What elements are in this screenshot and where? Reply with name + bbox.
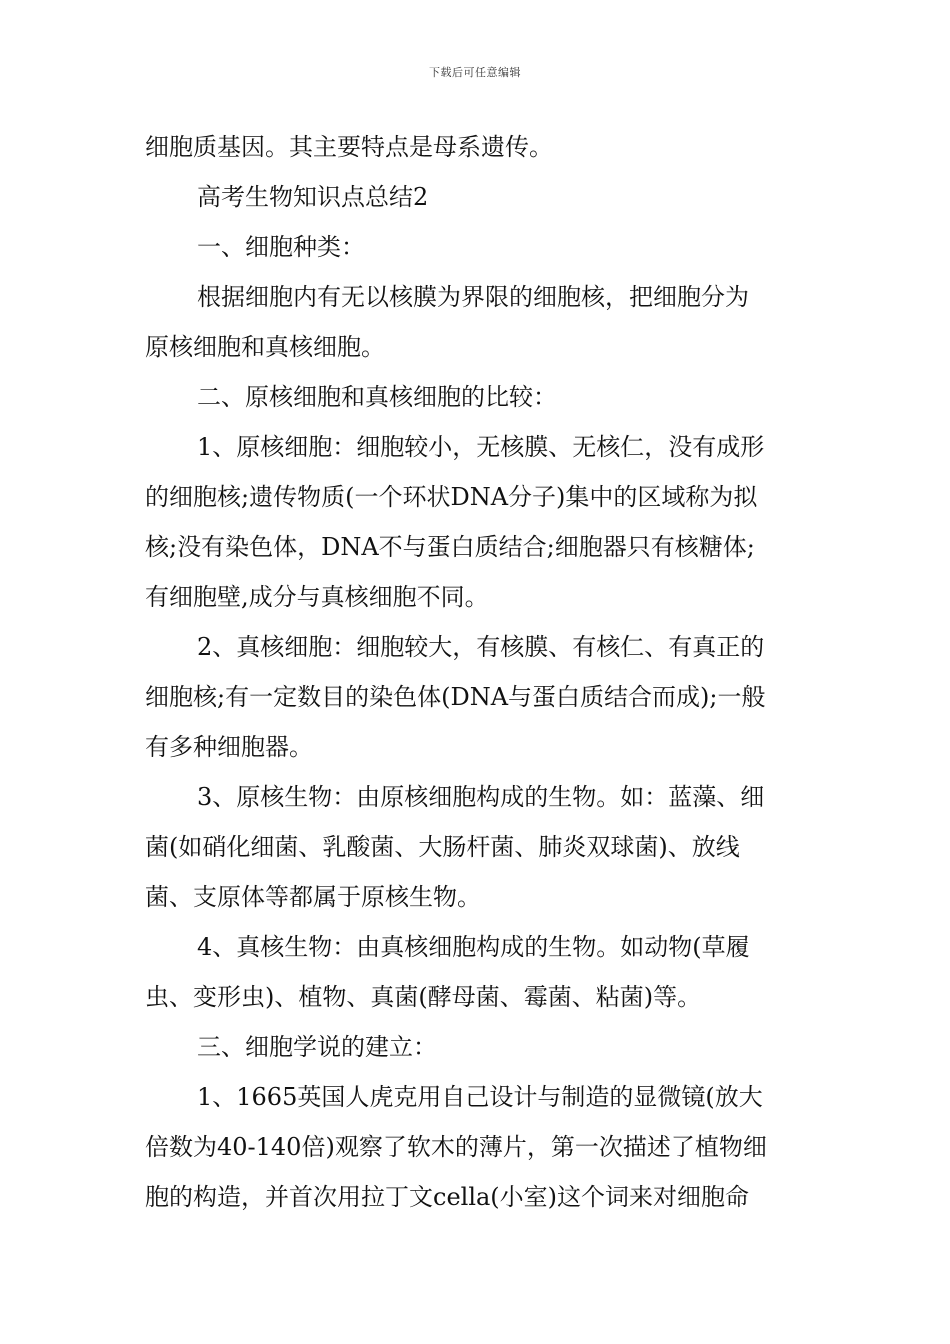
text-line: 核;没有染色体，DNA不与蛋白质结合;细胞器只有核糖体;	[145, 533, 755, 561]
text-line: 胞的构造，并首次用拉丁文cella(小室)这个词来对细胞命	[145, 1183, 750, 1211]
text-line: 2、真核细胞：细胞较大，有核膜、有核仁、有真正的	[197, 633, 765, 661]
document-body	[145, 122, 810, 1222]
text-line: 1、原核细胞：细胞较小，无核膜、无核仁，没有成形	[197, 433, 765, 461]
heading-cell-theory: 三、细胞学说的建立：	[197, 1033, 437, 1061]
text-line: 原核细胞和真核细胞。	[145, 333, 385, 361]
text-line: 4、真核生物：由真核细胞构成的生物。如动物(草履	[197, 933, 750, 961]
section-title: 高考生物知识点总结2	[197, 183, 429, 211]
heading-comparison: 二、原核细胞和真核细胞的比较：	[197, 383, 557, 411]
text-line: 的细胞核;遗传物质(一个环状DNA分子)集中的区域称为拟	[145, 483, 758, 511]
text-line: 虫、变形虫)、植物、真菌(酵母菌、霉菌、粘菌)等。	[145, 983, 702, 1011]
page-header: 下载后可任意编辑	[429, 66, 521, 79]
text-line: 细胞质基因。其主要特点是母系遗传。	[145, 133, 553, 161]
text-line: 根据细胞内有无以核膜为界限的细胞核，把细胞分为	[197, 283, 749, 311]
text-line: 1、1665英国人虎克用自己设计与制造的显微镜(放大	[197, 1083, 763, 1111]
text-line: 有细胞壁,成分与真核细胞不同。	[145, 583, 489, 611]
text-line: 倍数为40-140倍)观察了软木的薄片，第一次描述了植物细	[145, 1133, 767, 1161]
heading-cell-types: 一、细胞种类：	[197, 233, 365, 261]
text-line: 有多种细胞器。	[145, 733, 313, 761]
text-line: 菌(如硝化细菌、乳酸菌、大肠杆菌、肺炎双球菌)、放线	[145, 833, 740, 861]
text-line: 3、原核生物：由原核细胞构成的生物。如：蓝藻、细	[197, 783, 765, 811]
text-line: 细胞核;有一定数目的染色体(DNA与蛋白质结合而成);一般	[145, 683, 766, 711]
text-line: 菌、支原体等都属于原核生物。	[145, 883, 481, 911]
